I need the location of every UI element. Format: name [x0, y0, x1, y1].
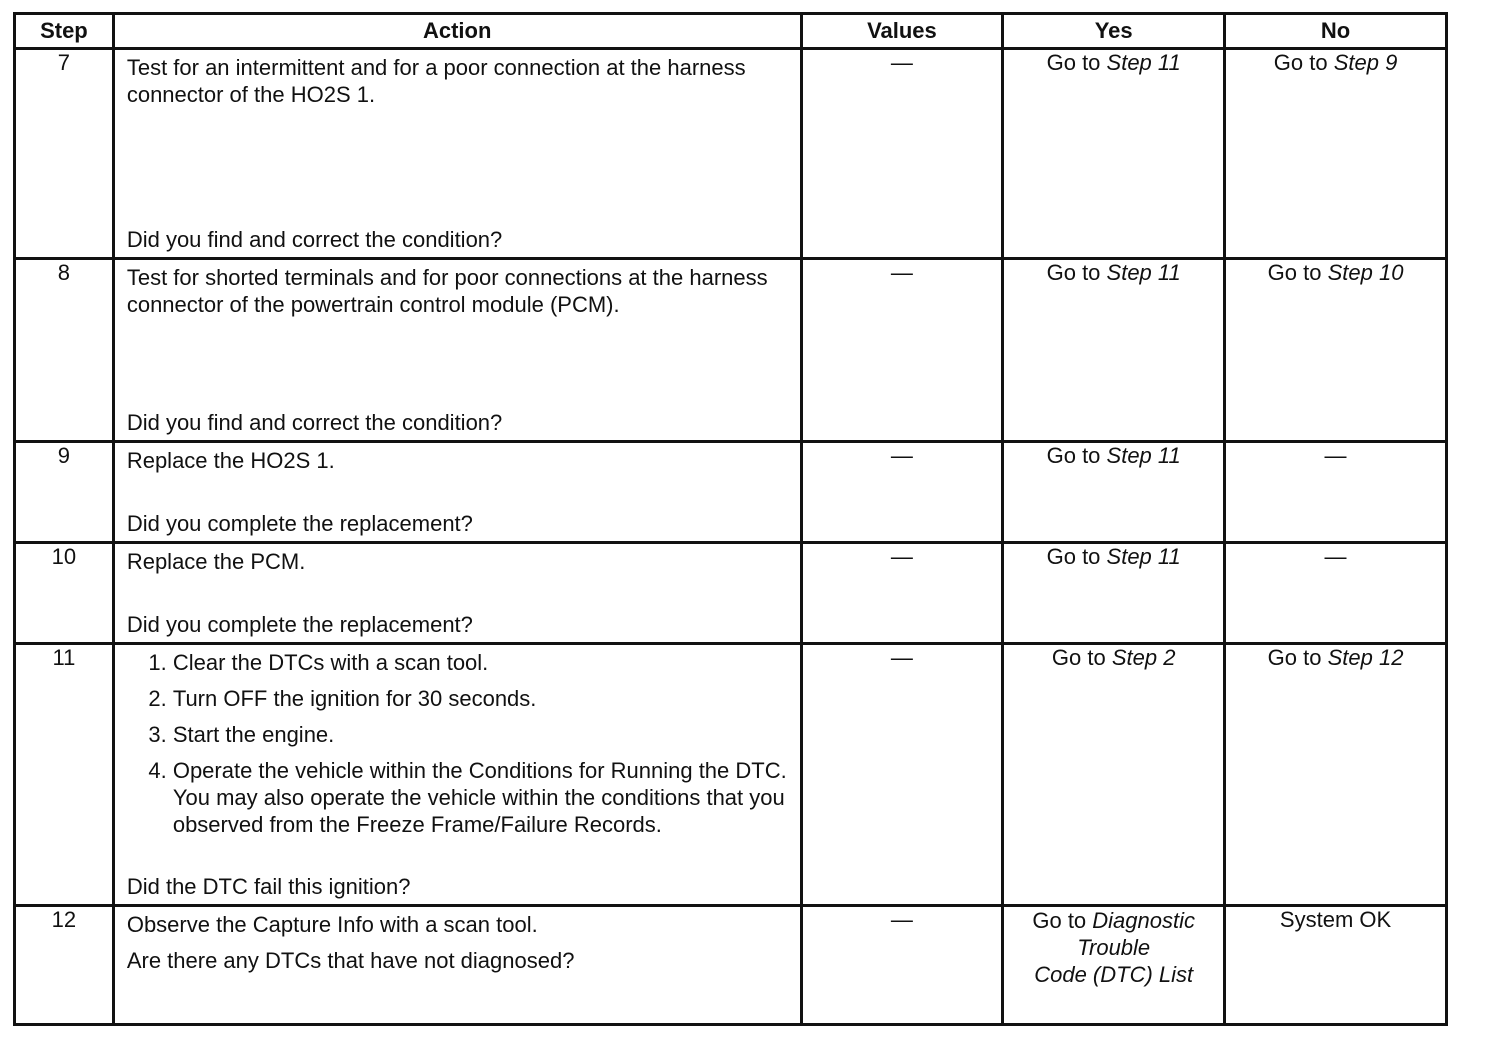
header-yes: Yes — [1003, 14, 1225, 49]
list-item: 4. Operate the vehicle within the Conditions for Running the DTC. You may also operate the vehicle within the conditions that you observed from the Freeze Frame/Failure Records. — [173, 757, 790, 838]
no-cell — [1225, 49, 1447, 259]
yes-link-trouble: Trouble — [1077, 935, 1151, 960]
yes-cell — [1003, 49, 1225, 259]
values-cell: — — [801, 543, 1003, 644]
yes-step-link: Step 11 — [1106, 260, 1181, 285]
yes-cell — [1003, 906, 1225, 1025]
header-no: No — [1225, 14, 1447, 49]
yes-link-dtc-list: Code (DTC) List — [1034, 962, 1194, 987]
no-prefix: Go to — [1267, 645, 1328, 670]
yes-prefix: Go to — [1046, 50, 1107, 75]
action-text: Replace the HO2S 1. — [126, 448, 335, 473]
table-row-step-11 — [15, 644, 1447, 906]
yes-cell — [1003, 644, 1225, 906]
list-item: 3. Start the engine. — [173, 721, 790, 748]
no-step-link: Step 10 — [1327, 260, 1404, 285]
action-question: Did the DTC fail this ignition? — [126, 874, 411, 899]
yes-prefix: Go to — [1046, 544, 1107, 569]
action-question: Did you complete the replacement? — [126, 612, 473, 637]
yes-prefix: Go to — [1051, 645, 1112, 670]
no-prefix: Go to — [1273, 50, 1334, 75]
yes-prefix: Go to — [1046, 443, 1107, 468]
action-text: Test for shorted terminals and for poor connections at the harness connector of the powertrain control module (PCM). — [126, 265, 768, 317]
action-question: Did you complete the replacement? — [126, 511, 473, 536]
table-row-step-9 — [15, 442, 1447, 543]
no-step-link: Step 9 — [1333, 50, 1398, 75]
action-cell — [113, 543, 801, 644]
no-cell — [1225, 644, 1447, 906]
header-action: Action — [113, 14, 801, 49]
yes-cell — [1003, 442, 1225, 543]
action-cell — [113, 442, 801, 543]
step-number: 7 — [15, 49, 114, 259]
list-item: 1. Clear the DTCs with a scan tool. — [173, 649, 790, 676]
values-cell: — — [801, 259, 1003, 442]
action-cell — [113, 49, 801, 259]
action-text: Replace the PCM. — [126, 549, 306, 574]
action-text: Test for an intermittent and for a poor connection at the harness connector of the HO2S 1. — [126, 55, 746, 107]
table-row-step-8 — [15, 259, 1447, 442]
action-question: Did you find and correct the condition? — [126, 227, 503, 252]
values-cell: — — [801, 906, 1003, 1025]
table-row-step-7 — [15, 49, 1447, 259]
step-number: 9 — [15, 442, 114, 543]
no-prefix: Go to — [1267, 260, 1328, 285]
action-question: Are there any DTCs that have not diagnosed? — [126, 948, 575, 973]
header-values: Values — [801, 14, 1003, 49]
yes-step-link: Step 2 — [1111, 645, 1176, 670]
action-text: Observe the Capture Info with a scan tool. — [126, 912, 538, 937]
action-cell — [113, 644, 801, 906]
step-number: 10 — [15, 543, 114, 644]
list-item: 2. Turn OFF the ignition for 30 seconds. — [173, 685, 790, 712]
step-number: 12 — [15, 906, 114, 1025]
action-step-list — [127, 649, 790, 838]
yes-cell — [1003, 543, 1225, 644]
values-cell: — — [801, 49, 1003, 259]
diagnostic-table — [13, 12, 1448, 1026]
header-row — [15, 14, 1447, 49]
action-cell — [113, 906, 801, 1025]
no-step-link: Step 12 — [1327, 645, 1404, 670]
table-row-step-10 — [15, 543, 1447, 644]
no-cell: — — [1225, 543, 1447, 644]
values-cell: — — [801, 644, 1003, 906]
step-number: 8 — [15, 259, 114, 442]
no-cell: System OK — [1225, 906, 1447, 1025]
yes-step-link: Step 11 — [1106, 544, 1181, 569]
yes-cell — [1003, 259, 1225, 442]
yes-link-diagnostic: Diagnostic — [1092, 908, 1195, 933]
action-question: Did you find and correct the condition? — [126, 410, 503, 435]
no-cell — [1225, 259, 1447, 442]
table-row-step-12 — [15, 906, 1447, 1025]
yes-step-link: Step 11 — [1106, 50, 1181, 75]
step-number: 11 — [15, 644, 114, 906]
yes-prefix: Go to — [1046, 260, 1107, 285]
header-step: Step — [15, 14, 114, 49]
yes-step-link: Step 11 — [1106, 443, 1181, 468]
yes-prefix: Go to — [1032, 908, 1093, 933]
action-cell — [113, 259, 801, 442]
no-cell: — — [1225, 442, 1447, 543]
values-cell: — — [801, 442, 1003, 543]
